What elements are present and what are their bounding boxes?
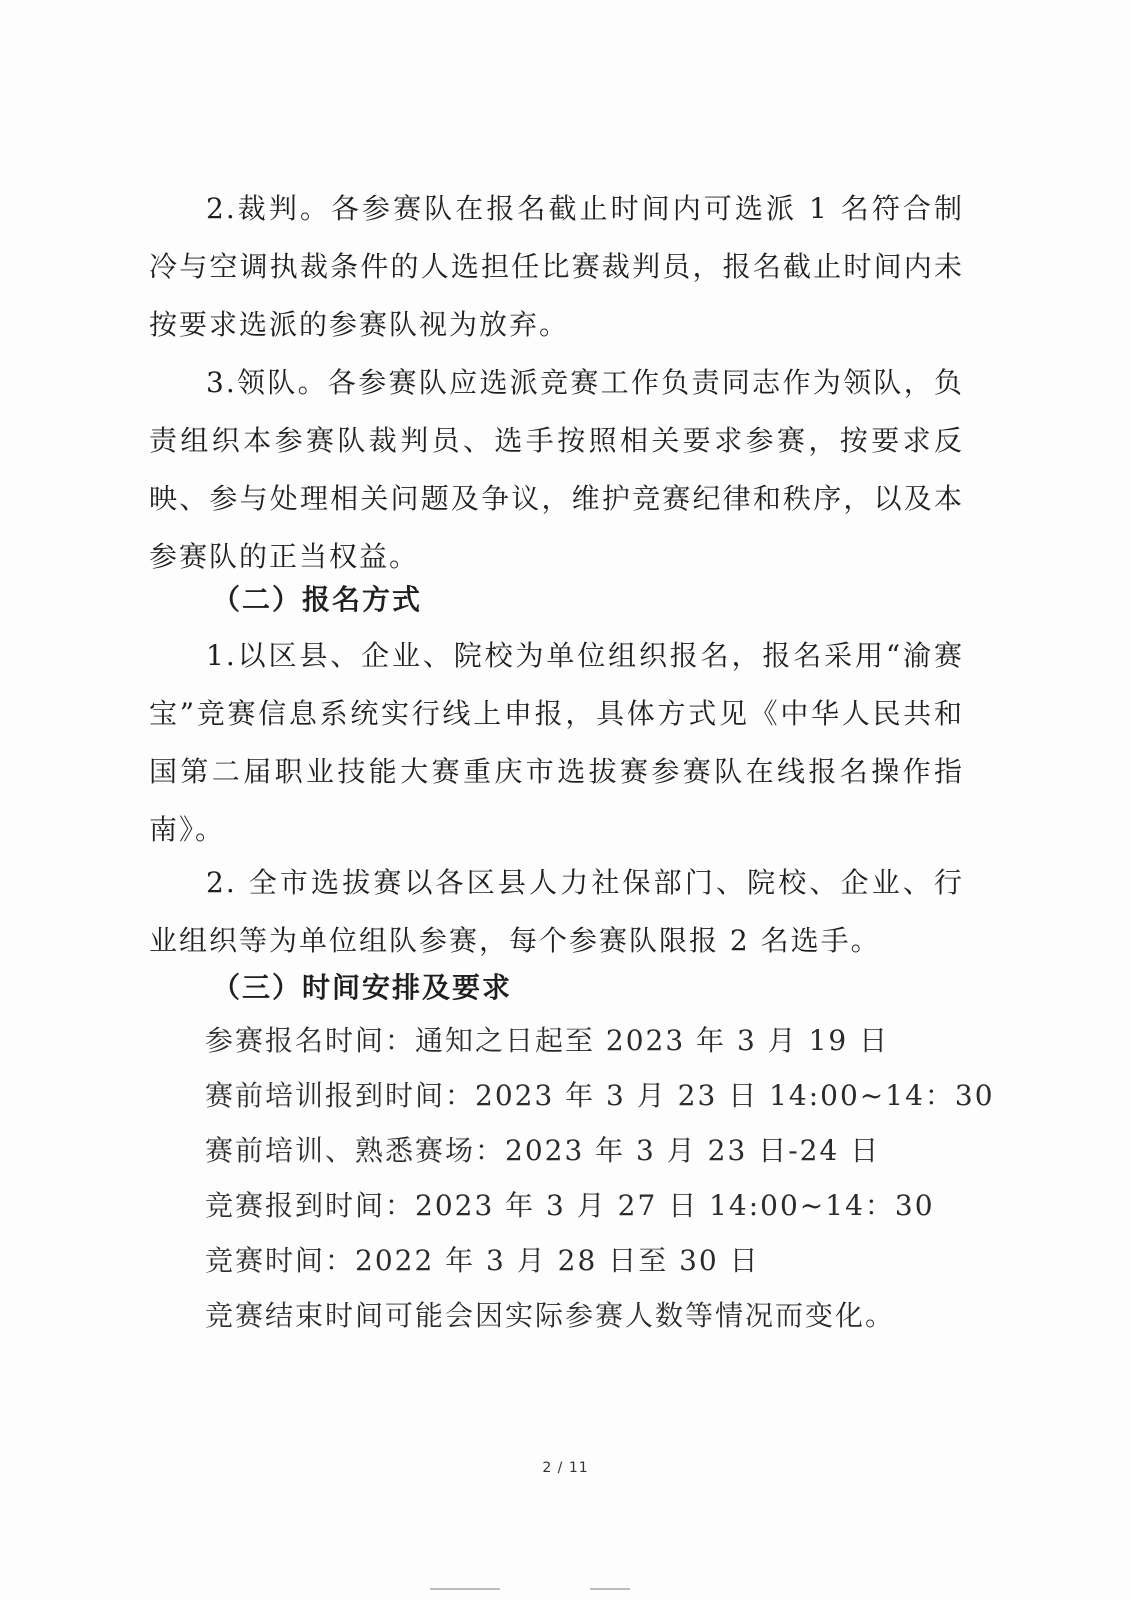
- registration-section-2: [149, 854, 964, 970]
- training-venue-line: 赛前培训、熟悉赛场：2023 年 3 月 23 日-24 日: [205, 1134, 881, 1167]
- scan-artifact-mark: [430, 1588, 500, 1590]
- referee-section: [149, 180, 964, 354]
- referee-paragraph: 2.裁判。各参赛队在报名截止时间内可选派 1 名符合制冷与空调执裁条件的人选担任比赛裁判员，报名截止时间内未按要求选派的参赛队视为放弃。: [149, 192, 964, 341]
- team-leader-paragraph: 3.领队。各参赛队应选派竞赛工作负责同志作为领队，负责组织本参赛队裁判员、选手按照相关要求参赛，按要求反映、参与处理相关问题及争议，维护竞赛纪律和秩序，以及本参赛队的正当权益。: [149, 366, 964, 573]
- end-note-line: 竞赛结束时间可能会因实际参赛人数等情况而变化。: [205, 1299, 896, 1332]
- registration-section-1: [149, 627, 964, 859]
- training-checkin-line: 赛前培训报到时间：2023 年 3 月 23 日 14:00~14：30: [205, 1079, 995, 1112]
- page-number: 2 / 11: [542, 1460, 589, 1476]
- team-leader-section: [149, 354, 964, 586]
- scan-artifact-mark: [590, 1588, 630, 1590]
- schedule-heading: （三）时间安排及要求: [212, 971, 513, 1004]
- competition-checkin-line: 竞赛报到时间：2023 年 3 月 27 日 14:00~14：30: [205, 1189, 935, 1222]
- registration-time-line: 参赛报名时间：通知之日起至 2023 年 3 月 19 日: [205, 1024, 890, 1057]
- registration-method-heading: （二）报名方式: [212, 583, 423, 616]
- competition-time-line: 竞赛时间：2022 年 3 月 28 日至 30 日: [205, 1244, 760, 1277]
- registration-paragraph-1: 1.以区县、企业、院校为单位组织报名，报名采用“渝赛宝”竞赛信息系统实行线上申报，具体方式见《中华人民共和国第二届职业技能大赛重庆市选拔赛参赛队在线报名操作指南》。: [149, 639, 964, 846]
- registration-paragraph-2: 2. 全市选拔赛以各区县人力社保部门、院校、企业、行业组织等为单位组队参赛，每个参赛队限报 2 名选手。: [149, 866, 964, 957]
